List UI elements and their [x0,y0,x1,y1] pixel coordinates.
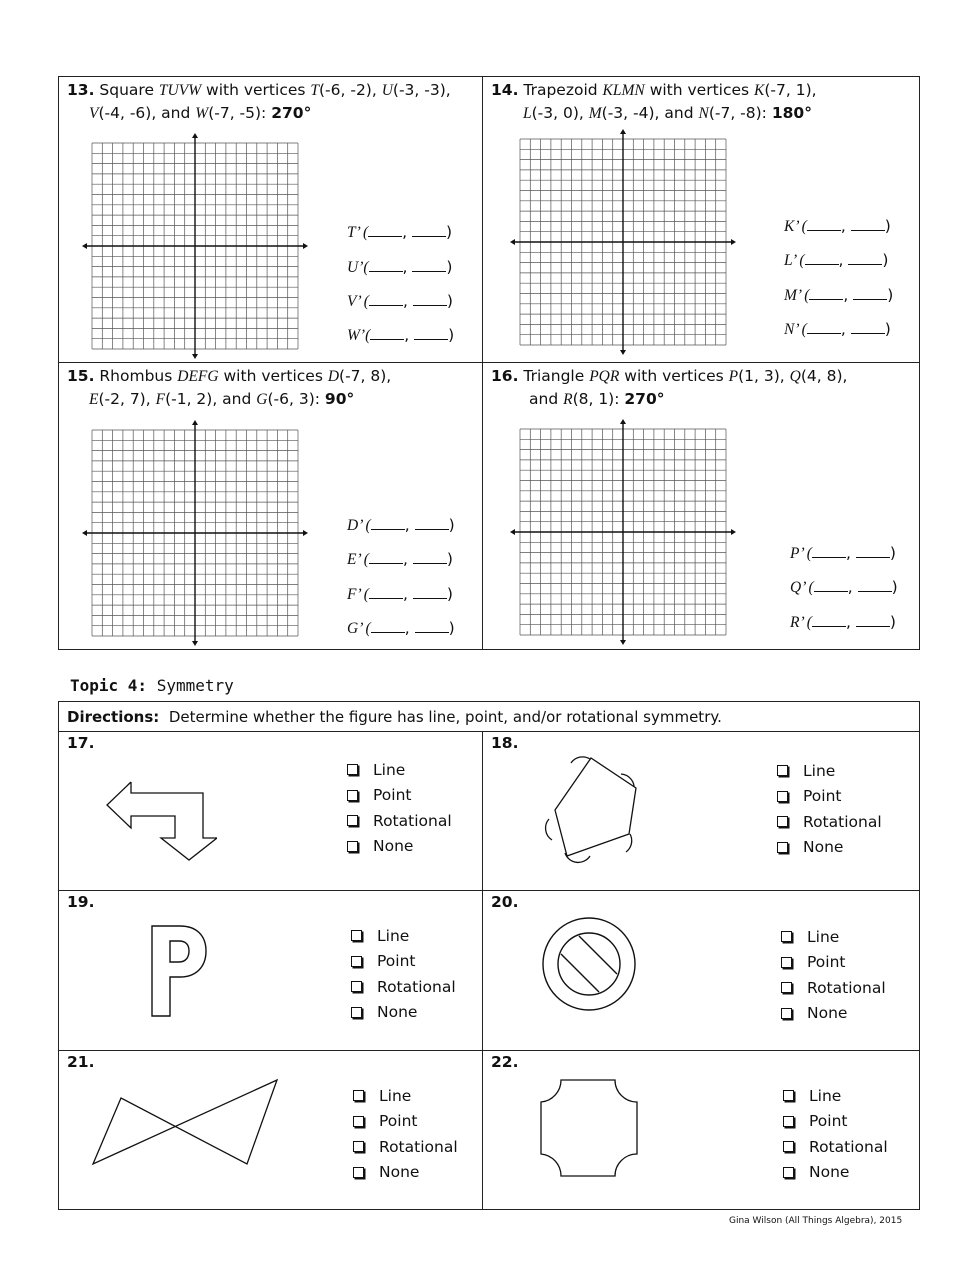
answer-blank[interactable] [812,543,846,558]
answer-blank[interactable] [807,319,841,334]
rotation-problems-table [58,76,920,650]
coordinate-answer: V’ ( , ) [347,292,453,310]
coordinate-grid[interactable] [520,139,726,345]
answer-blank[interactable] [851,216,885,231]
answer-blank[interactable] [809,285,843,300]
checkbox[interactable] [781,957,792,968]
problem-number: 19. [67,893,95,911]
checkbox[interactable] [777,791,788,802]
axes [84,422,306,644]
problem-14-prompt: 14. Trapezoid KLMN with vertices K(-7, 1), L(-3, 0), M(-3, -4), and N(-7, -8): 180° [491,81,817,122]
table-divider [482,77,483,649]
checkbox[interactable] [351,930,362,941]
option-rotational[interactable]: Rotational [347,808,452,834]
symmetry-options [783,1083,888,1185]
answer-blank[interactable] [369,584,403,599]
option-point[interactable]: Point [353,1109,458,1135]
option-rotational[interactable]: Rotational [353,1134,458,1160]
coordinate-answer: M’ ( , ) [784,286,894,304]
option-line[interactable]: Line [351,923,456,949]
checkbox[interactable] [781,1008,792,1019]
answer-blank[interactable] [368,222,402,237]
coordinate-answer: L’ ( , ) [784,251,889,269]
checkbox[interactable] [353,1141,364,1152]
checkbox[interactable] [777,842,788,853]
checkbox[interactable] [777,765,788,776]
problem-number: 20. [491,893,519,911]
option-none[interactable]: None [781,1001,886,1027]
answer-blank[interactable] [369,549,403,564]
coordinate-answer: T’ ( , ) [347,223,453,241]
coordinate-grid[interactable] [92,143,298,349]
coordinate-answer: F’ ( , ) [347,585,453,603]
answer-blank[interactable] [413,549,447,564]
answer-blank[interactable] [371,515,405,530]
symmetry-options [353,1083,458,1185]
directions: Directions: Determine whether the figure has line, point, and/or rotational symmetry. [67,708,722,726]
answer-blank[interactable] [812,612,846,627]
option-point[interactable]: Point [347,783,452,809]
answer-blank[interactable] [858,577,892,592]
coordinate-grid[interactable] [520,429,726,635]
problem-number: 18. [491,734,519,752]
answer-blank[interactable] [412,222,446,237]
answer-blank[interactable] [369,257,403,272]
coordinate-answer: D’ ( , ) [347,516,455,534]
problem-number: 22. [491,1053,519,1071]
problem-number: 21. [67,1053,95,1071]
option-point[interactable]: Point [351,949,456,975]
checkbox[interactable] [351,1007,362,1018]
answer-blank[interactable] [814,577,848,592]
option-none[interactable]: None [351,1000,456,1026]
table-divider [59,731,919,732]
answer-blank[interactable] [807,216,841,231]
answer-blank[interactable] [369,291,403,306]
axes [512,131,734,353]
checkbox[interactable] [783,1141,794,1152]
coordinate-answer: R’ ( , ) [790,613,896,631]
checkbox[interactable] [353,1167,364,1178]
checkbox[interactable] [777,816,788,827]
checkbox[interactable] [353,1090,364,1101]
answer-blank[interactable] [370,325,404,340]
problem-number: 17. [67,734,95,752]
notched-octagon-figure [539,1078,639,1180]
option-line[interactable]: Line [783,1083,888,1109]
option-none[interactable]: None [347,834,452,860]
symmetry-problems-table [58,701,920,1210]
coordinate-answer: U’( , ) [347,258,453,276]
copyright-credit: Gina Wilson (All Things Algebra), 2015 [729,1216,903,1226]
bowtie-figure [91,1078,281,1168]
checkbox[interactable] [347,841,358,852]
bent-arrow-figure [105,780,217,862]
checkbox[interactable] [351,981,362,992]
coordinate-answer: E’ ( , ) [347,550,453,568]
answer-blank[interactable] [856,612,890,627]
option-rotational[interactable]: Rotational [783,1134,888,1160]
option-rotational[interactable]: Rotational [781,975,886,1001]
symmetry-options [777,758,882,860]
axes [84,135,306,357]
coordinate-answer: W’( , ) [347,326,455,344]
checkbox[interactable] [781,931,792,942]
checkbox[interactable] [783,1116,794,1127]
coordinate-answer: G’ ( , ) [347,619,455,637]
option-line[interactable]: Line [781,924,886,950]
topic-heading: Topic 4: Symmetry [70,676,234,695]
table-divider [482,731,483,1209]
coordinate-answer: K’ ( , ) [784,217,891,235]
answer-blank[interactable] [856,543,890,558]
table-divider [59,362,919,363]
checkbox[interactable] [347,790,358,801]
option-rotational[interactable]: Rotational [777,809,882,835]
answer-blank[interactable] [414,325,448,340]
checkbox[interactable] [351,956,362,967]
table-divider [59,1050,919,1051]
problem-15-prompt: 15. Rhombus DEFG with vertices D(-7, 8), E(-2, 7), F(-1, 2), and G(-6, 3): 90° [67,367,392,408]
option-line[interactable]: Line [353,1083,458,1109]
option-point[interactable]: Point [783,1109,888,1135]
coordinate-answer: N’ ( , ) [784,320,891,338]
answer-blank[interactable] [415,618,449,633]
option-rotational[interactable]: Rotational [351,974,456,1000]
checkbox[interactable] [783,1167,794,1178]
checkbox[interactable] [781,982,792,993]
checkbox[interactable] [347,764,358,775]
answer-blank[interactable] [805,250,839,265]
pentagon-with-arcs-figure [535,752,649,866]
symmetry-options [781,924,886,1026]
answer-blank[interactable] [412,257,446,272]
answer-blank[interactable] [371,618,405,633]
coordinate-answer: P’ ( , ) [790,544,896,562]
answer-blank[interactable] [415,515,449,530]
prohibition-sign-figure [541,916,637,1012]
checkbox[interactable] [783,1090,794,1101]
option-line[interactable]: Line [347,757,452,783]
answer-blank[interactable] [413,584,447,599]
table-divider [59,890,919,891]
axes [512,421,734,643]
symmetry-options [347,757,452,859]
checkbox[interactable] [353,1116,364,1127]
option-none[interactable]: None [777,835,882,861]
answer-blank[interactable] [853,285,887,300]
problem-16-prompt: 16. Triangle PQR with vertices P(1, 3), Q(4, 8), and R(8, 1): 270° [491,367,848,408]
option-none[interactable]: None [783,1160,888,1186]
answer-blank[interactable] [851,319,885,334]
answer-blank[interactable] [413,291,447,306]
letter-p-figure [149,924,209,1018]
option-point[interactable]: Point [777,784,882,810]
option-line[interactable]: Line [777,758,882,784]
coordinate-grid[interactable] [92,430,298,636]
problem-13-prompt: 13. Square TUVW with vertices T(-6, -2), U(-3, -3), V(-4, -6), and W(-7, -5): 270° [67,81,451,122]
option-point[interactable]: Point [781,950,886,976]
coordinate-answer: Q’ ( , ) [790,578,898,596]
option-none[interactable]: None [353,1160,458,1186]
checkbox[interactable] [347,815,358,826]
symmetry-options [351,923,456,1025]
answer-blank[interactable] [848,250,882,265]
